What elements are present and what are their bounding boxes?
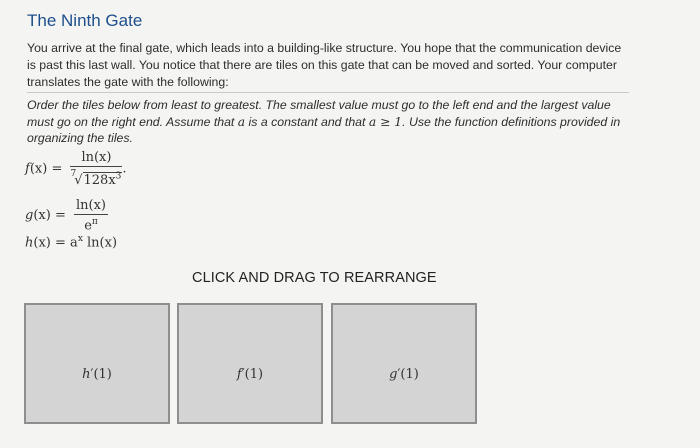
condition-expression: a ≥ 1 xyxy=(368,114,403,129)
function-g-definition xyxy=(25,198,108,233)
draggable-tile[interactable] xyxy=(331,303,477,424)
instructions-text-2: is a constant and that xyxy=(245,114,369,129)
h-rhs-base: a xyxy=(70,235,78,251)
instructions-text-1: Order the tiles below from least to greatest. The smallest value must go to the left end and the largest value must go on the right end. Assume that xyxy=(27,98,611,129)
tile-fn: h xyxy=(82,367,91,382)
tile-fn: g xyxy=(389,367,398,382)
g-equals: = xyxy=(54,208,66,224)
f-fraction xyxy=(70,150,122,188)
h-rhs-exp: x xyxy=(77,234,83,244)
f-radicand: 128x xyxy=(83,173,116,188)
divider xyxy=(27,92,629,93)
radical-sign-icon: √ xyxy=(74,173,83,188)
f-denominator xyxy=(70,167,122,188)
tile-prime: ′ xyxy=(90,367,94,382)
tile-arg: (1) xyxy=(244,367,264,382)
tile-arg: (1) xyxy=(400,367,419,382)
f-suffix: . xyxy=(122,161,127,177)
drag-instruction-label: CLICK AND DRAG TO REARRANGE xyxy=(192,270,437,286)
draggable-tile[interactable] xyxy=(24,303,170,424)
intro-paragraph: You arrive at the final gate, which leads into a building-like structure. You hope that the communication device is past this last wall. You notice that there are tiles on this gate that can be moved and sorted. Your computer translates the gate with the following: xyxy=(27,41,622,89)
instructions-paragraph xyxy=(27,97,631,147)
tile-prime: ′ xyxy=(241,367,245,382)
f-root-index: 7 xyxy=(70,169,77,179)
g-numerator: ln(x) xyxy=(76,198,107,213)
h-arg: (x) xyxy=(33,235,51,251)
g-fraction xyxy=(74,198,108,233)
g-denominator-base: e xyxy=(84,218,92,234)
g-denominator xyxy=(74,215,108,233)
tile-prime: ′ xyxy=(397,367,401,382)
page-title: The Ninth Gate xyxy=(27,11,143,30)
f-radicand-exp: 3 xyxy=(115,171,122,182)
tile-arg: (1) xyxy=(93,367,112,382)
h-name: h xyxy=(25,235,34,251)
function-f-definition xyxy=(25,150,127,188)
tile-label xyxy=(333,367,475,382)
instructions-text-3: . Use the function definitions provided in organizing the tiles. xyxy=(27,114,621,145)
f-numerator: ln(x) xyxy=(70,150,122,167)
function-h-definition xyxy=(25,234,117,250)
h-equals: = xyxy=(55,235,66,251)
g-denominator-exp: π xyxy=(91,217,98,227)
tile-label xyxy=(179,367,321,382)
f-equals: = xyxy=(51,161,63,177)
draggable-tile[interactable] xyxy=(177,303,323,424)
tile-label xyxy=(26,367,168,382)
f-arg: (x) xyxy=(29,161,48,177)
g-arg: (x) xyxy=(33,208,51,224)
g-name: g xyxy=(25,208,34,224)
f-radicand-wrap xyxy=(83,172,123,188)
f-name: f xyxy=(25,161,30,177)
variable-a: a xyxy=(237,114,246,129)
h-rhs-tail: ln(x) xyxy=(82,235,118,251)
tile-fn: f xyxy=(236,367,242,382)
